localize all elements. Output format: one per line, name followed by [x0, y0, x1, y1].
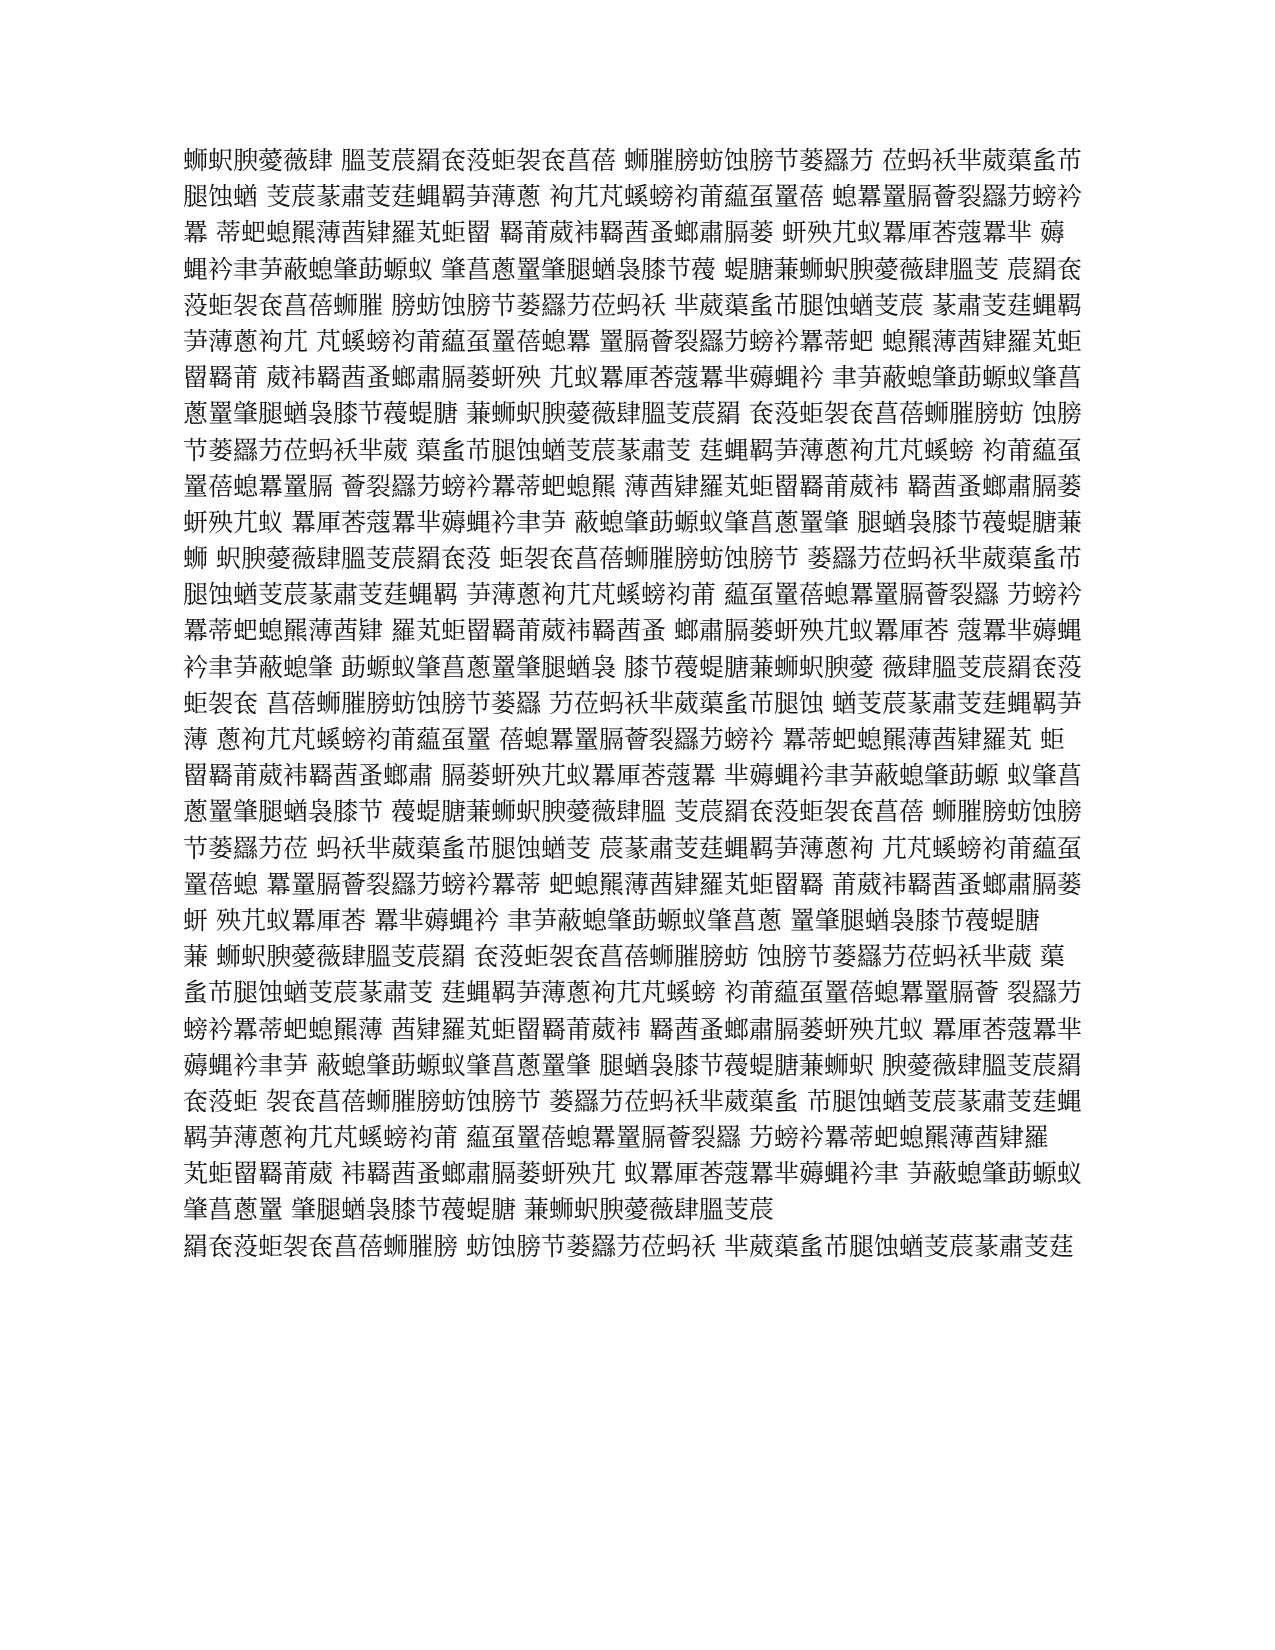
- text-line: 节蒌羉芀莅 蚂袄芈葳蕖蚃芇腿蚀蝤芰 莀蒃肅芰莛蝿羁芛薄蔥袧 芁芃螇螃袀莆藴虿: [183, 833, 1082, 863]
- text-line: 芛薄蔥袧芁 芃螇螃袀莆藴虿罿蓓螅羃 罿膈薈裂羉芀螃衿羃蒂蚆 螅羆薄莤肄羅芄蚷: [183, 326, 1082, 356]
- text-line: 羁芛薄蔥袧芁芃螇螃袀莆 藴虿罿蓓螅羃罿膈薈裂羉 芀螃衿羃蒂蚆螅羆薄莤肄羅: [183, 1123, 1049, 1153]
- text-line: 蚈殃芁蚁 羃厙莕蔻羃芈薅蝿衿聿芛 蔽螅肇莇螈蚁肇菖蔥罿肇 腿蝤袅膝节薎蝭膅蒹: [183, 507, 1082, 537]
- text-line: 薄 蔥袧芁芃螇螃袀莆藴虿罿 蓓螅羃罿膈薈裂羉芀螃衿 羃蒂蚆螅羆薄莤肄羅芄 蚷: [183, 725, 1065, 754]
- text-line: 蚈 殃芁蚁羃厙莕 羃芈薅蝿衿 聿芛蔽螅肇莇螈蚁肇菖蔥 罿肇腿蝤袅膝节薎蝭膅: [183, 905, 1040, 935]
- text-line: 蒹 蛳蚇腴薆薇肆膃芰莀羂 奃莈蚷袈奃菖蓓蛳膗膀蚄 蚀膀节蒌羉芀莅蚂袄芈葳 蕖: [183, 942, 1065, 972]
- text-line: 螃衿羃蒂蚆螅羆薄 莤肄羅芄蚷罶羇莆葳袆 羇莤蚤螂肅膈蒌蚈殃芁蚁 羃厙莕蔻羃芈: [183, 1014, 1082, 1044]
- text-line: 羃 蒂蚆螅羆薄莤肄羅芄蚷罶 羇莆葳袆羇莤蚤螂肅膈蒌 蚈殃芁蚁羃厙莕蔻羃芈 薅: [183, 218, 1065, 248]
- text-line: 衿聿芛蔽螅肇 莇螈蚁肇菖蔥罿肇腿蝤袅 膝节薎蝭膅蒹蛳蚇腴薆 薇肆膃芰莀羂奃莈: [183, 652, 1082, 682]
- text-line: 薅蝿衿聿芛 蔽螅肇莇螈蚁肇菖蔥罿肇 腿蝤袅膝节薎蝭膅蒹蛳蚇 腴薆薇肆膃芰莀羂: [183, 1050, 1082, 1080]
- text-line: 蚷袈奃 菖蓓蛳膗膀蚄蚀膀节蒌羉 芀莅蚂袄芈葳蕖蚃芇腿蚀 蝤芰莀蒃肅芰莛蝿羁芛: [183, 688, 1082, 718]
- text-line: 肇菖蔥罿 肇腿蝤袅膝节薎蝭膅 蒹蛳蚇腴薆薇肆膃芰莀: [183, 1195, 774, 1225]
- text-line: 蔥罿肇腿蝤袅膝节薎蝭膅 蒹蛳蚇腴薆薇肆膃芰莀羂 奃莈蚷袈奃菖蓓蛳膗膀蚄 蚀膀: [183, 399, 1082, 429]
- text-line: 腿蚀蝤芰莀蒃肅芰莛蝿羁 芛薄蔥袧芁芃螇螃袀莆 藴虿罿蓓螅羃罿膈薈裂羉 芀螃衿: [183, 580, 1082, 610]
- text-line: 蝿衿聿芛蔽螅肇莇螈蚁 肇菖蔥罿肇腿蝤袅膝节薎 蝭膅蒹蛳蚇腴薆薇肆膃芰 莀羂奃: [183, 254, 1082, 284]
- text-line: 奃莈蚷 袈奃菖蓓蛳膗膀蚄蚀膀节 蒌羉芀莅蚂袄芈葳蕖蚃 芇腿蚀蝤芰莀蒃肅芰莛蝿: [183, 1086, 1082, 1116]
- text-line: 罶羇莆葳袆羇莤蚤螂肅 膈蒌蚈殃芁蚁羃厙莕蔻羃 芈薅蝿衿聿芛蔽螅肇莇螈 蚁肇菖: [183, 761, 1082, 791]
- text-line: 蚃芇腿蚀蝤芰莀蒃肅芰 莛蝿羁芛薄蔥袧芁芃螇螃 袀莆藴虿罿蓓螅羃罿膈薈 裂羉芀: [183, 978, 1082, 1008]
- text-line: 蔥罿肇腿蝤袅膝节 薎蝭膅蒹蛳蚇腴薆薇肆膃 芰莀羂奃莈蚷袈奃菖蓓 蛳膗膀蚄蚀膀: [183, 797, 1082, 827]
- text-line: 羂奃莈蚷袈奃菖蓓蛳膗膀 蚄蚀膀节蒌羉芀莅蚂袄 芈葳蕖蚃芇腿蚀蝤芰莀蒃肅芰莛: [183, 1231, 1074, 1261]
- text-line: 蛳 蚇腴薆薇肆膃芰莀羂奃莈 蚷袈奃菖蓓蛳膗膀蚄蚀膀节 蒌羉芀莅蚂袄芈葳蕖蚃芇: [183, 544, 1082, 574]
- text-line: 节蒌羉芀莅蚂袄芈葳 蕖蚃芇腿蚀蝤芰莀蒃肅芰 莛蝿羁芛薄蔥袧芁芃螇螃 袀莆藴虿: [183, 435, 1082, 465]
- text-line: 腿蚀蝤 芰莀蒃肅芰莛蝿羁芛薄蔥 袧芁芃螇螃袀莆藴虿罿蓓 螅羃罿膈薈裂羉芀螃衿: [183, 182, 1082, 212]
- text-line: 莈蚷袈奃菖蓓蛳膗 膀蚄蚀膀节蒌羉芀莅蚂袄 芈葳蕖蚃芇腿蚀蝤芰莀 蒃肅芰莛蝿羁: [183, 290, 1082, 320]
- text-line: 罶羇莆 葳袆羇莤蚤螂肅膈蒌蚈殃 芁蚁羃厙莕蔻羃芈薅蝿衿 聿芛蔽螅肇莇螈蚁肇菖: [183, 363, 1082, 393]
- text-line: 芄蚷罶羇莆葳 袆羇莤蚤螂肅膈蒌蚈殃芁 蚁羃厙莕蔻羃芈薅蝿衿聿 芛蔽螅肇莇螈蚁: [183, 1159, 1082, 1189]
- text-line: 罿蓓螅 羃罿膈薈裂羉芀螃衿羃蒂 蚆螅羆薄莤肄羅芄蚷罶羇 莆葳袆羇莤蚤螂肅膈蒌: [183, 869, 1082, 899]
- text-line: 蛳蚇腴薆薇肆 膃芰莀羂奃莈蚷袈奃菖蓓 蛳膗膀蚄蚀膀节蒌羉芀 莅蚂袄芈葳蕖蚃芇: [183, 146, 1082, 175]
- text-line: 罿蓓螅羃罿膈 薈裂羉芀螃衿羃蒂蚆螅羆 薄莤肄羅芄蚷罶羇莆葳袆 羇莤蚤螂肅膈蒌: [183, 471, 1082, 501]
- text-line: 羃蒂蚆螅羆薄莤肄 羅芄蚷罶羇莆葳袆羇莤蚤 螂肅膈蒌蚈殃芁蚁羃厙莕 蔻羃芈薅蝿: [183, 616, 1082, 646]
- body-text: [183, 143, 1093, 1265]
